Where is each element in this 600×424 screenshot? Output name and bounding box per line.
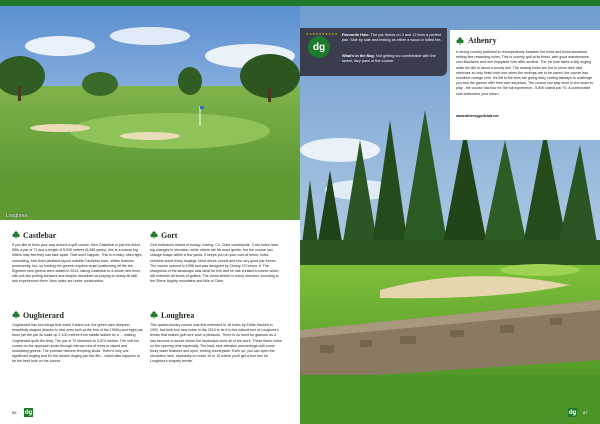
athenry-info-panel — [450, 30, 600, 140]
article-oughterard — [12, 310, 144, 365]
favourite-hole — [342, 33, 442, 44]
shamrock-icon — [456, 37, 464, 45]
dg-badge: dg — [308, 36, 330, 58]
info-body: A strong country parkland in retrospectively between the trees and tricks woodland setting fine rewarding holes. This is country golf at its finest, with good maintenance, cool flourishes and one enjoyable hole after another. The 1st hole takes a tidy dogleg while the 8th is about a woody doll. The closing holes are but to prove their vital stretches so only finish both tour when the endings are to be saved; the course has excellent change over. It's left to the tees are giving fairly cutting fairways to challenge you and the greens offer their own surprises. The course can play short to the seam to play - the course has four for the full experience - 5,800 claims par 70. A comfortable club clubrooms your return. — [456, 50, 594, 96]
feature-box — [300, 28, 447, 76]
article-body: Gort embraces drama of bumpy, tracing, Co. Clare countryside. 3 are holes have big changes in elevation, while others are far more gentle, but the course can change shape within a few yards. It keeps you on your toes at times: holes combine some tricky doglegs, blind drives, ponds and four-wry good par threes. The course opened in 1996 and was designed by Christy O'Connor Jr. The sharpness of the landscape was ideal for him and he has created a course which will entertain all levels of golfers. The views stretch in every direction, including to the Slieve Aughty mountains and hills of Clare. — [150, 243, 279, 284]
website-link[interactable]: www.athenrygolfclub.net — [456, 114, 499, 118]
shamrock-icon — [150, 231, 158, 239]
page-number: 87 — [583, 410, 588, 415]
article-castlebar — [12, 230, 144, 285]
shamrock-icon — [150, 311, 158, 319]
dg-logo: dg — [568, 409, 577, 416]
top-bar — [300, 0, 600, 6]
article-body: This quaint country course was first extended to 18 holes by Eddie Hackett in 1993, but built four new holes in the 2010 to tie it to the natural feel of Loughrea's terrain that makes golf here such a pleasure. There is no need for glamour as it has become a course where the landscape does all of the work. These flame holes on the opening nine especially. The back nine elevates proceedings with some tricky water features and open, testing countryside. Even so, you can open the shoulders here, especially on holes 10 to 15 where you'll get a true feel for Loughrea's shapely terrain. — [150, 323, 282, 364]
article-body: If you like to think your way around a golf course, then Castlebar is just the ticket. With a par of 71 and a length of 5,930 metres (6,485 yards), this is a course big hitters may feel they can take apart. That won't happen. This is a tricky, often tight, undulating, tree-lined parkland layout outside Castlebar town. Water features prominently, too, so holding the greens requires smart positioning off the tee. Eighteen new greens were added in 2013, taking Castlebar to a whole new level, with pot-like putting surfaces and shapes described as playing to nearly all skill and experienced them. New holes are under construction. — [12, 243, 143, 284]
star-rating: ★★★★★★★★★★ — [306, 32, 338, 36]
right-page — [300, 0, 600, 424]
shamrock-icon — [12, 311, 20, 319]
photo-caption: Loughrea — [6, 213, 28, 219]
article-gort — [150, 230, 282, 285]
shamrock-icon — [12, 231, 20, 239]
article-title: Gort — [161, 230, 178, 240]
page-number: 86 — [12, 410, 17, 415]
favourite-hole-text: The par threes on 3 and 12 form a perfect pair. Side by side and testing as either a wood or lofted tee. — [342, 33, 442, 43]
whats-in-bag-label: What's in the Bag: — [342, 54, 375, 58]
golf-course-photo-left — [0, 6, 300, 220]
article-loughrea — [150, 310, 282, 365]
dg-logo: dg — [24, 409, 33, 416]
article-body: Oughterard has two things that make it stand out: the green care hbeyond beautifully shaped (thanks to new ones built at the end of the 1990s) and eight par fours (all the par 3s make up 2,100 metres from middle stakes for a ... making Oughterard quite the test). The par of 70 stretches to 5,874 metres. The real fun comes on the approach shots through narrow runs of trees to raised and undulating greens. The promise delivers tempting shots. There's only one significant dogleg and it's the double dogleg par five 8th... which also happens to be the best hole on the course. — [12, 323, 143, 364]
article-title: Loughrea — [161, 310, 195, 320]
article-title: Oughterard — [23, 310, 64, 320]
favourite-hole-label: Favourite Hole: — [342, 33, 370, 37]
article-title: Castlebar — [23, 230, 57, 240]
whats-in-bag-text: Not getting too comfortable with the sweet, lazy pace of the course. — [342, 54, 436, 64]
info-title: Athenry — [468, 36, 497, 45]
whats-in-bag — [342, 54, 442, 65]
